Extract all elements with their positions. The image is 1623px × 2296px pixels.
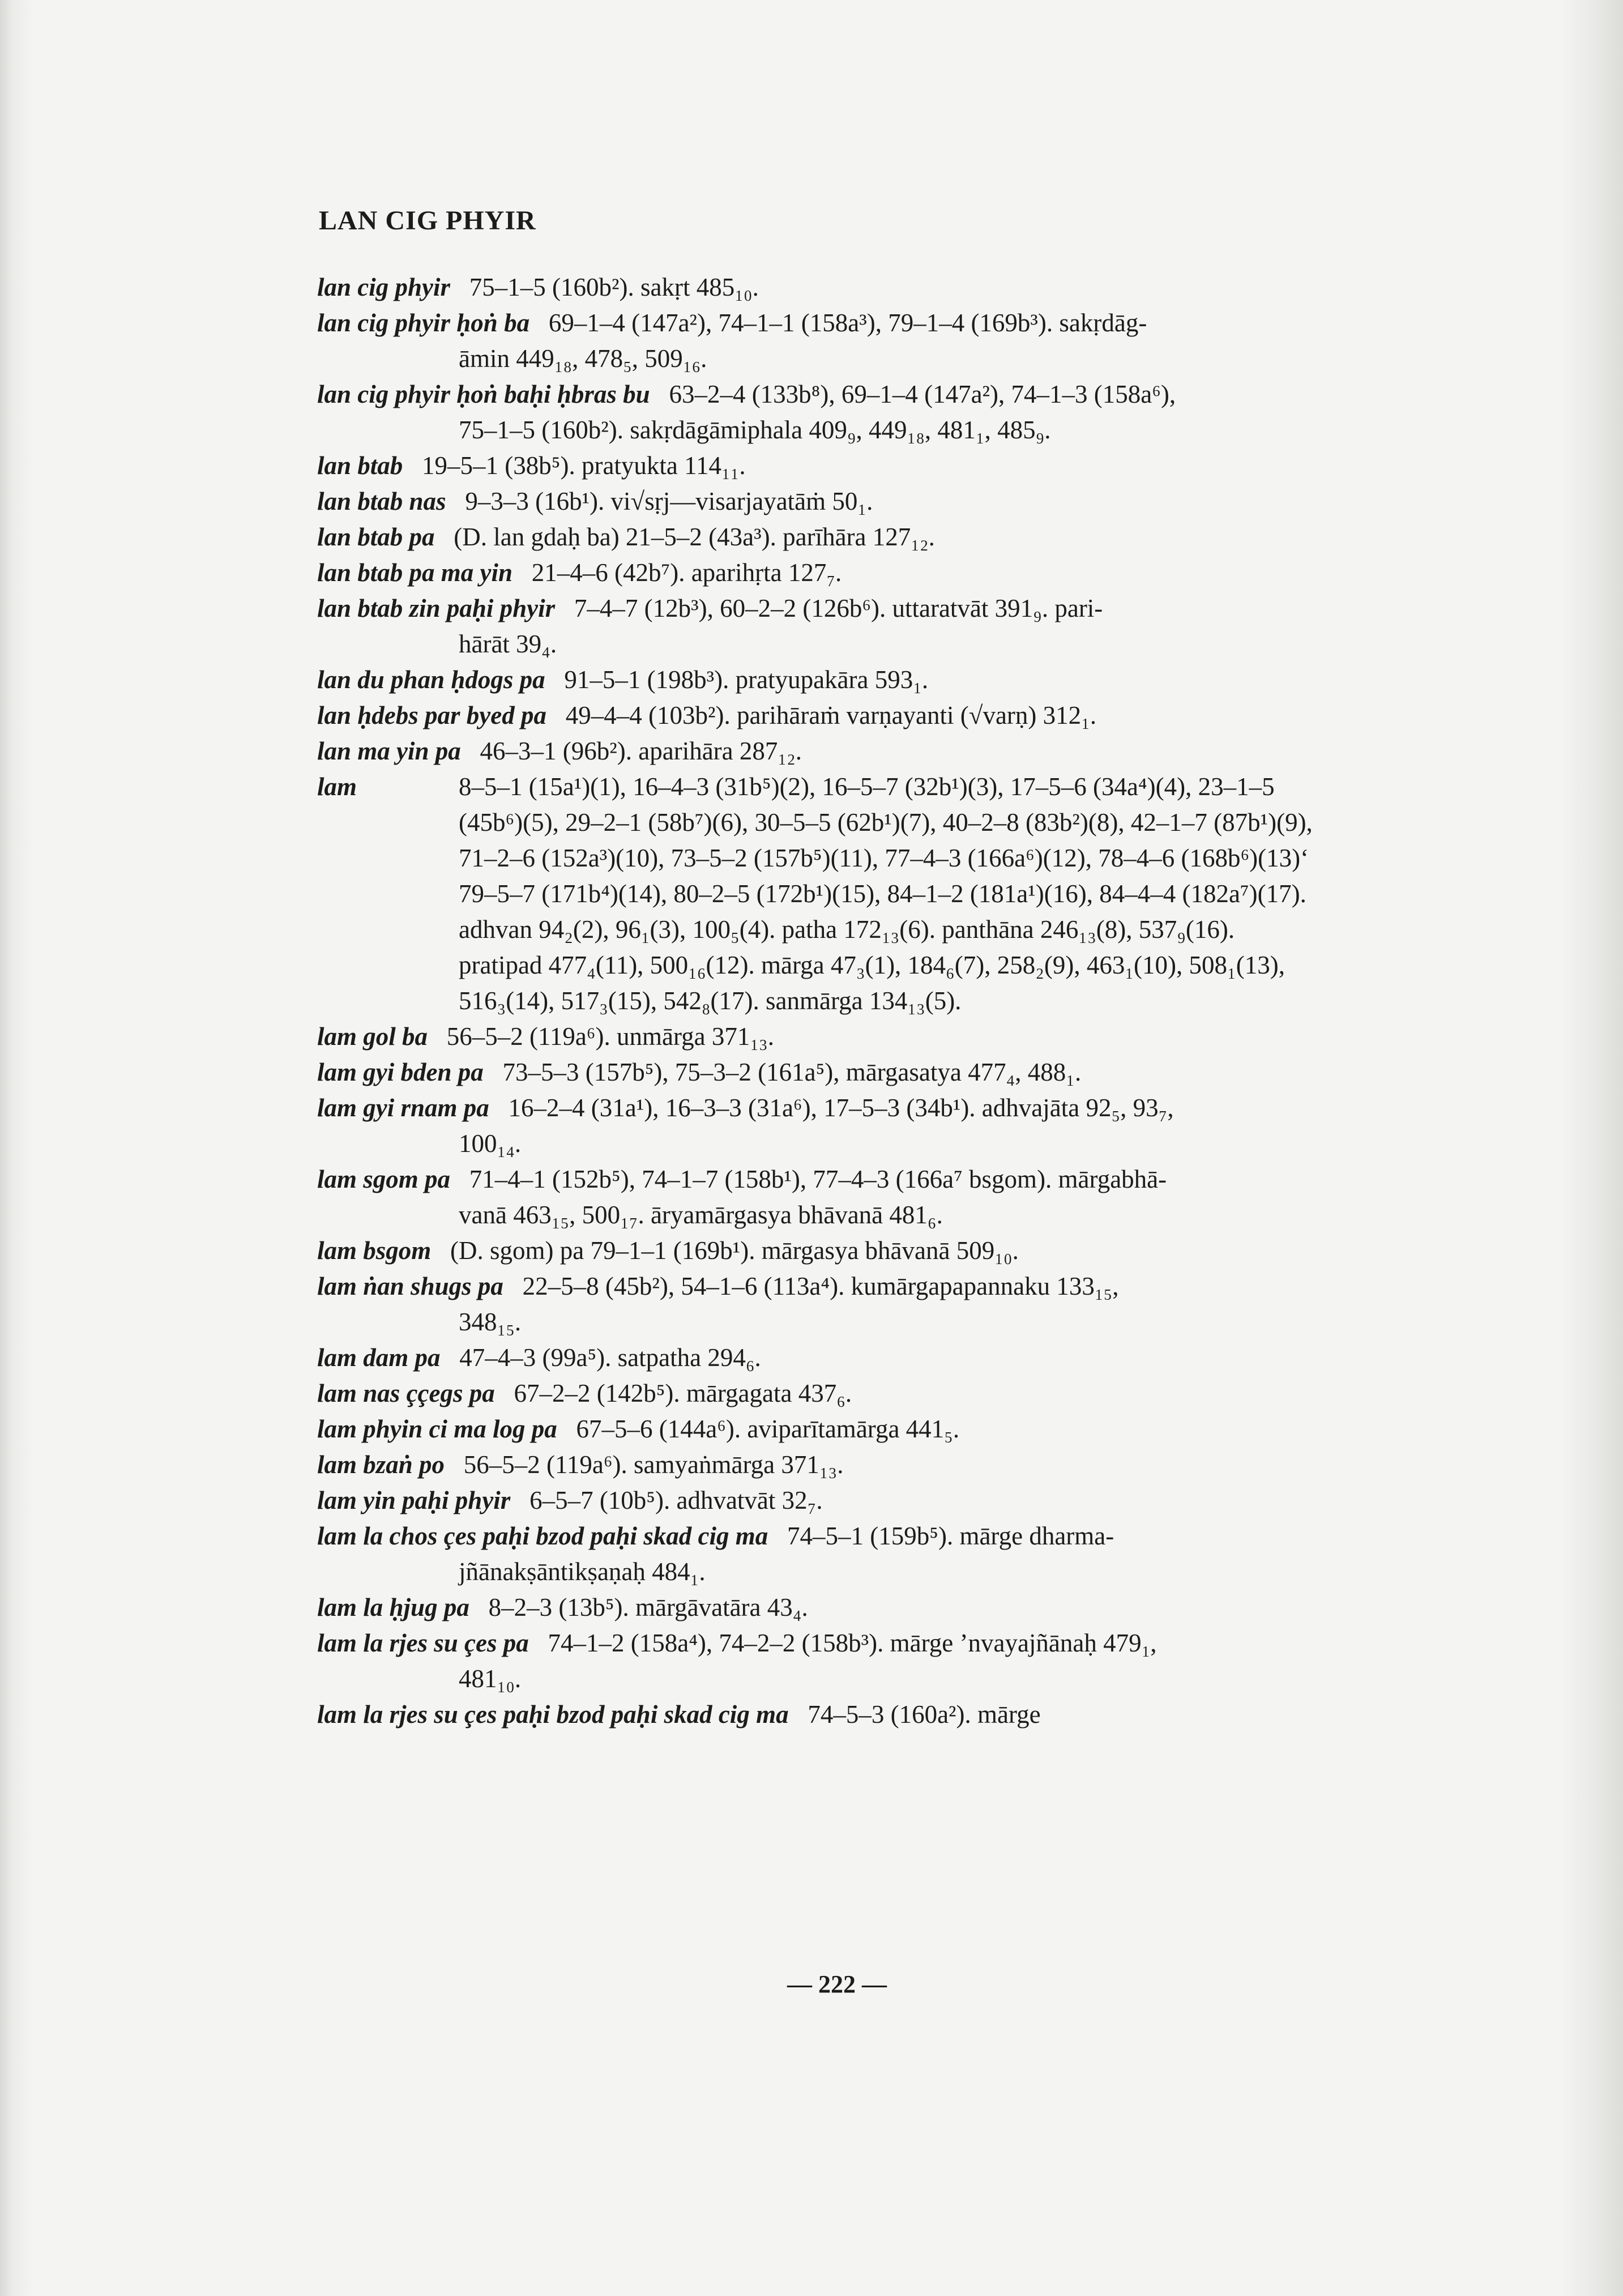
dictionary-entry (317, 484, 1427, 519)
headword: lam nas ççegs pa (317, 1379, 495, 1407)
entry-text: 91–5–1 (198b³). pratyupakāra 593₁. (564, 665, 929, 694)
headword: lan du phan ḥdogs pa (317, 665, 545, 694)
headword: lam la rjes su çes paḥi bzod paḥi skad cig ma (317, 1700, 789, 1729)
dictionary-entry (317, 1447, 1427, 1483)
dictionary-entry (317, 662, 1427, 698)
entry-text: 8–2–3 (13b⁵). mārgāvatāra 43₄. (488, 1593, 808, 1621)
entry-text: 63–2–4 (133b⁸), 69–1–4 (147a²), 74–1–3 (158a⁶), (669, 380, 1176, 408)
entry-lam-body (317, 769, 1427, 1019)
entry-text: 74–1–2 (158a⁴), 74–2–2 (158b³). mārge ’nvayajñānaḥ 479₁, (548, 1629, 1157, 1657)
headword: lam la ḥjug pa (317, 1593, 469, 1621)
entry-continuation: jñānakṣāntikṣaṇaḥ 484₁. (459, 1557, 706, 1586)
entry-text: 9–3–3 (16b¹). vi√sṛj—visarjayatāṁ 50₁. (465, 487, 873, 515)
page-number: — 222 — (787, 1970, 887, 1998)
entry-continuation: 348₁₅. (459, 1308, 522, 1336)
headword: lam (317, 773, 357, 801)
entry-text: 46–3–1 (96b²). aparihāra 287₁₂. (480, 737, 802, 765)
dictionary-entry (317, 733, 1427, 769)
dictionary-entry (317, 591, 1427, 662)
entry-line: 516₃(14), 517₃(15), 542₈(17). sanmārga 134₁₃(5). (459, 987, 962, 1015)
headword: lan btab (317, 451, 403, 480)
entry-text: 71–4–1 (152b⁵), 74–1–7 (158b¹), 77–4–3 (166a⁷ bsgom). mārgabhā- (469, 1165, 1167, 1193)
headword: lam la chos çes paḥi bzod paḥi skad cig ma (317, 1522, 768, 1550)
dictionary-entry (317, 1518, 1427, 1590)
headword: lan btab zin paḥi phyir (317, 594, 556, 622)
entry-continuation: 100₁₄. (459, 1129, 522, 1158)
dictionary-entry (317, 448, 1427, 484)
headword: lam gyi bden pa (317, 1058, 484, 1086)
headword: lan btab pa ma yin (317, 558, 513, 587)
dictionary-entry (317, 698, 1427, 733)
entry-continuation: āmin 449₁₈, 478₅, 509₁₆. (459, 344, 707, 373)
entry-line: 79–5–7 (171b⁴)(14), 80–2–5 (172b¹)(15), 84–1–2 (181a¹)(16), 84–4–4 (182a⁷)(17). (459, 880, 1306, 908)
entry-text: 74–5–3 (160a²). mārge (808, 1700, 1041, 1729)
entry-text: 22–5–8 (45b²), 54–1–6 (113a⁴). kumārgapapannaku 133₁₅, (522, 1272, 1119, 1300)
scan-edge-left (0, 0, 34, 2296)
headword: lam phyin ci ma log pa (317, 1415, 557, 1443)
headword: lan cig phyir (317, 273, 451, 301)
entry-text: 49–4–4 (103b²). parihāraṁ varṇayanti (√varṇ) 312₁. (565, 701, 1097, 729)
dictionary-entry (317, 1411, 1427, 1447)
dictionary-entry (317, 305, 1427, 377)
entry-continuation: 75–1–5 (160b²). sakṛdāgāmiphala 409₉, 449₁₈, 481₁, 485₉. (459, 416, 1051, 444)
entry-text: (D. lan gdaḥ ba) 21–5–2 (43a³). parīhāra 127₁₂. (454, 523, 935, 551)
dictionary-entry (317, 1233, 1427, 1269)
dictionary-entry (317, 519, 1427, 555)
entry-line: (45b⁶)(5), 29–2–1 (58b⁷)(6), 30–5–5 (62b¹)(7), 40–2–8 (83b²)(8), 42–1–7 (87b¹)(9), (459, 808, 1313, 837)
dictionary-entry (317, 1340, 1427, 1376)
dictionary-entry (317, 555, 1427, 591)
running-head: LAN CIG PHYIR (319, 206, 536, 236)
entry-text: 21–4–6 (42b⁷). aparihṛta 127₇. (531, 558, 842, 587)
entry-text: 69–1–4 (147a²), 74–1–1 (158a³), 79–1–4 (169b³). sakṛdāg- (548, 309, 1147, 337)
entry-text: 67–2–2 (142b⁵). mārgagata 437₆. (514, 1379, 852, 1407)
headword: lan btab nas (317, 487, 446, 515)
headword: lam dam pa (317, 1343, 441, 1372)
dictionary-entry (317, 1697, 1427, 1732)
entry-continuation: hārāt 39₄. (459, 630, 557, 658)
dictionary-entry (317, 1090, 1427, 1162)
entry-text: 19–5–1 (38b⁵). pratyukta 114₁₁. (422, 451, 746, 480)
headword: lan btab pa (317, 523, 435, 551)
headword: lam gyi rnam pa (317, 1094, 489, 1122)
dictionary-entry (317, 1376, 1427, 1411)
entry-text: 6–5–7 (10b⁵). adhvatvāt 32₇. (529, 1486, 823, 1514)
entry-text: 74–5–1 (159b⁵). mārge dharma- (787, 1522, 1114, 1550)
entry-text: 7–4–7 (12b³), 60–2–2 (126b⁶). uttaratvāt 391₉. pari- (574, 594, 1103, 622)
headword: lan ma yin pa (317, 737, 461, 765)
headword: lam gol ba (317, 1022, 428, 1051)
entry-text: 16–2–4 (31a¹), 16–3–3 (31a⁶), 17–5–3 (34b¹). adhvajāta 92₅, 93₇, (508, 1094, 1174, 1122)
dictionary-entry (317, 1269, 1427, 1340)
entry-line: 71–2–6 (152a³)(10), 73–5–2 (157b⁵)(11), 77–4–3 (166a⁶)(12), 78–4–6 (168b⁶)(13)‘ (459, 844, 1309, 872)
entry-line: pratipad 477₄(11), 500₁₆(12). mārga 47₃(1), 184₆(7), 258₂(9), 463₁(10), 508₁(13), (459, 951, 1285, 979)
entry-text: 75–1–5 (160b²). sakṛt 485₁₀. (469, 273, 759, 301)
entry-line: adhvan 94₂(2), 96₁(3), 100₅(4). patha 172₁₃(6). panthāna 246₁₃(8), 537₉(16). (459, 915, 1235, 944)
headword: lam ṅan shugs pa (317, 1272, 503, 1300)
entry-text: 67–5–6 (144a⁶). aviparītamārga 441₅. (576, 1415, 960, 1443)
entry-continuation: 481₁₀. (459, 1665, 522, 1693)
dictionary-entry (317, 1590, 1427, 1625)
headword: lam yin paḥi phyir (317, 1486, 511, 1514)
dictionary-entry (317, 1055, 1427, 1090)
headword: lam bzaṅ po (317, 1450, 445, 1479)
entry-text: 56–5–2 (119a⁶). samyaṅmārga 371₁₃. (463, 1450, 844, 1479)
headword: lam sgom pa (317, 1165, 451, 1193)
headword: lan ḥdebs par byed pa (317, 701, 546, 729)
dictionary-entry (317, 1625, 1427, 1697)
entry-list (317, 270, 1427, 1732)
headword: lan cig phyir ḥoṅ ba (317, 309, 530, 337)
entry-lam (317, 769, 1427, 1019)
entry-continuation: vanā 463₁₅, 500₁₇. āryamārgasya bhāvanā 481₆. (459, 1201, 943, 1229)
headword: lam bsgom (317, 1236, 432, 1265)
headword: lam la rjes su çes pa (317, 1629, 529, 1657)
entry-line: 8–5–1 (15a¹)(1), 16–4–3 (31b⁵)(2), 16–5–7 (32b¹)(3), 17–5–6 (34a⁴)(4), 23–1–5 (459, 773, 1275, 801)
scan-edge-right (1561, 0, 1623, 2296)
entry-text: 56–5–2 (119a⁶). unmārga 371₁₃. (446, 1022, 774, 1051)
entry-text: 73–5–3 (157b⁵), 75–3–2 (161a⁵), mārgasatya 477₄, 488₁. (502, 1058, 1082, 1086)
dictionary-entry (317, 1483, 1427, 1518)
dictionary-entry (317, 1019, 1427, 1055)
headword: lan cig phyir ḥoṅ baḥi ḥbras bu (317, 380, 650, 408)
entry-text: (D. sgom) pa 79–1–1 (169b¹). mārgasya bhāvanā 509₁₀. (450, 1236, 1019, 1265)
entry-text: 47–4–3 (99a⁵). satpatha 294₆. (459, 1343, 761, 1372)
dictionary-entry (317, 270, 1427, 305)
dictionary-entry (317, 377, 1427, 448)
dictionary-entry (317, 1162, 1427, 1233)
